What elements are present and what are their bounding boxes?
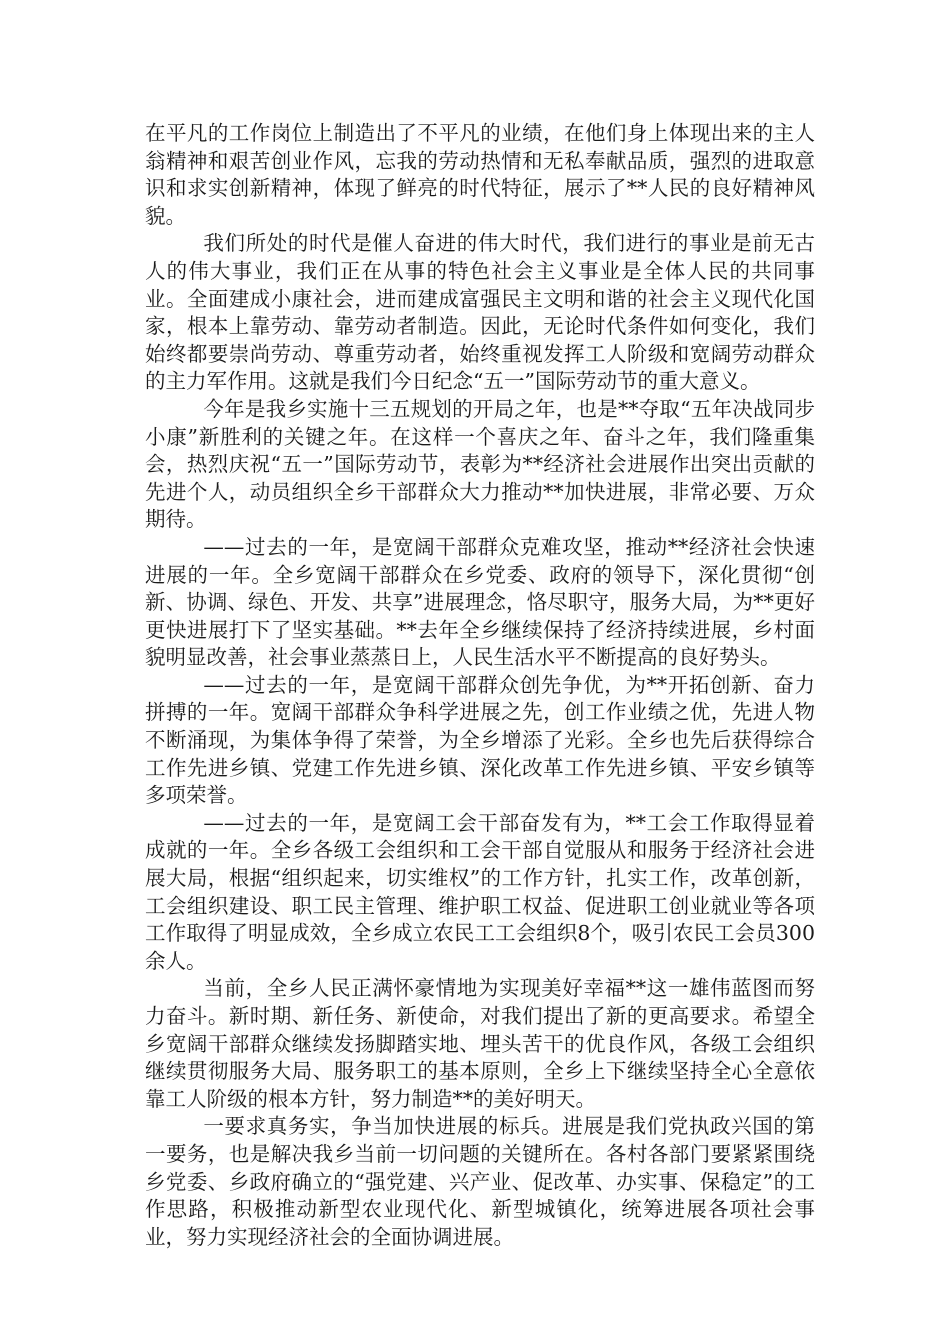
document-body [145, 120, 815, 1251]
paragraph-7: 当前，全乡人民正满怀豪情地为实现美好幸福**这一雄伟蓝图而努力奋斗。新时期、新任务、新使命，对我们提出了新的更高要求。希望全乡宽阔干部群众继续发扬脚踏实地、埋头苦干的优良作风，各级工会组织继续贯彻服务大局、服务职工的基本原则，全乡上下继续坚持全心全意依靠工人阶级的根本方针，努力制造**的美好明天。 [145, 976, 815, 1111]
paragraph-6: ——过去的一年，是宽阔工会干部奋发有为，**工会工作取得显着成就的一年。全乡各级工会组织和工会干部自觉服从和服务于经济社会进展大局，根据“组织起来，切实维权”的工作方针，扎实工作，改革创新，工会组织建设、职工民主管理、维护职工权益、促进职工创业就业等各项工作取得了明显成效，全乡成立农民工工会组织8个，吸引农民工会员300余人。 [145, 810, 815, 973]
paragraph-4: ——过去的一年，是宽阔干部群众克难攻坚，推动**经济社会快速进展的一年。全乡宽阔干部群众在乡党委、政府的领导下，深化贯彻“创新、协调、绿色、开发、共享”进展理念，恪尽职守，服务大局，为**更好更快进展打下了坚实基础。**去年全乡继续保持了经济持续进展，乡村面貌明显改善，社会事业蒸蒸日上，人民生活水平不断提高的良好势头。 [145, 534, 815, 670]
paragraph-3: 今年是我乡实施十三五规划的开局之年，也是**夺取“五年决战同步小康”新胜利的关键之年。在这样一个喜庆之年、奋斗之年，我们隆重集会，热烈庆祝“五一”国际劳动节，表彰为**经济社会进展作出突出贡献的先进个人，动员组织全乡干部群众大力推动**加快进展，非常必要、万众期待。 [145, 396, 815, 532]
paragraph-8: 一要求真务实，争当加快进展的标兵。进展是我们党执政兴国的第一要务，也是解决我乡当前一切问题的关键所在。各村各部门要紧紧围绕乡党委、乡政府确立的“强党建、兴产业、促改革、办实事、保稳定”的工作思路，积极推动新型农业现代化、新型城镇化，统筹进展各项社会事业，努力实现经济社会的全面协调进展。 [145, 1114, 815, 1249]
paragraph-5: ——过去的一年，是宽阔干部群众创先争优，为**开拓创新、奋力拼搏的一年。宽阔干部群众争科学进展之先，创工作业绩之优，先进人物不断涌现，为集体争得了荣誉，为全乡增添了光彩。全乡也先后获得综合工作先进乡镇、党建工作先进乡镇、深化改革工作先进乡镇、平安乡镇等多项荣誉。 [145, 672, 815, 808]
paragraph-1: 在平凡的工作岗位上制造出了不平凡的业绩，在他们身上体现出来的主人翁精神和艰苦创业作风，忘我的劳动热情和无私奉献品质，强烈的进取意识和求实创新精神，体现了鲜亮的时代特征，展示了**人民的良好精神风貌。 [145, 121, 815, 228]
paragraph-2: 我们所处的时代是催人奋进的伟大时代，我们进行的事业是前无古人的伟大事业，我们正在从事的特色社会主义事业是全体人民的共同事业。全面建成小康社会，进而建成富强民主文明和谐的社会主义现代化国家，根本上靠劳动、靠劳动者制造。因此，无论时代条件如何变化，我们始终都要崇尚劳动、尊重劳动者，始终重视发挥工人阶级和宽阔劳动群众的主力军作用。这就是我们今日纪念“五一”国际劳动节的重大意义。 [145, 231, 815, 394]
